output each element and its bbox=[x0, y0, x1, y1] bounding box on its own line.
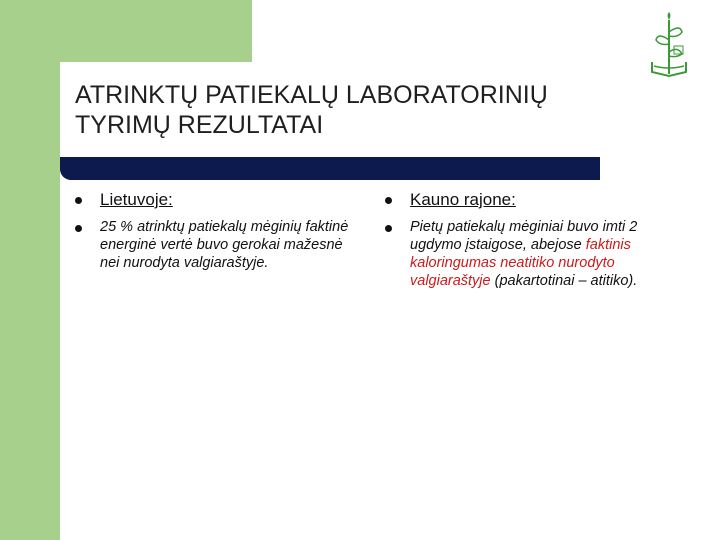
list-item bbox=[75, 218, 365, 272]
list-item bbox=[75, 190, 365, 210]
kaunas-text-highlight: faktinis kaloringumas neatitiko nurodyto valgiaraštyje bbox=[410, 237, 631, 289]
list-item bbox=[385, 190, 670, 210]
book-plant-logo-icon bbox=[648, 10, 690, 80]
bullet-icon bbox=[75, 225, 82, 232]
slide-title: ATRINKTŲ PATIEKALŲ LABORATORINIŲ TYRIMŲ REZULTATAI bbox=[75, 81, 548, 139]
top-green-block bbox=[0, 0, 252, 62]
title-divider-bar bbox=[60, 157, 600, 180]
bullet-icon bbox=[75, 197, 82, 204]
kaunas-text-part2: (pakartotinai – atitiko). bbox=[490, 273, 638, 289]
lithuania-text: 25 % atrinktų patiekalų mėginių faktinė energinė vertė buvo gerokai mažesnė nei nurodyta valgiaraštyje. bbox=[100, 219, 349, 271]
lithuania-column bbox=[75, 190, 365, 280]
bullet-icon bbox=[385, 225, 392, 232]
kaunas-heading: Kauno rajone: bbox=[410, 190, 516, 209]
bullet-icon bbox=[385, 197, 392, 204]
kaunas-column bbox=[385, 190, 670, 298]
kaunas-text bbox=[410, 218, 670, 290]
left-green-strip bbox=[0, 0, 60, 540]
lithuania-heading: Lietuvoje: bbox=[100, 190, 173, 209]
kaunas-text-part1: Pietų patiekalų mėginiai buvo imti 2 ugdymo įstaigose, abejose bbox=[410, 219, 638, 253]
list-item bbox=[385, 218, 670, 290]
